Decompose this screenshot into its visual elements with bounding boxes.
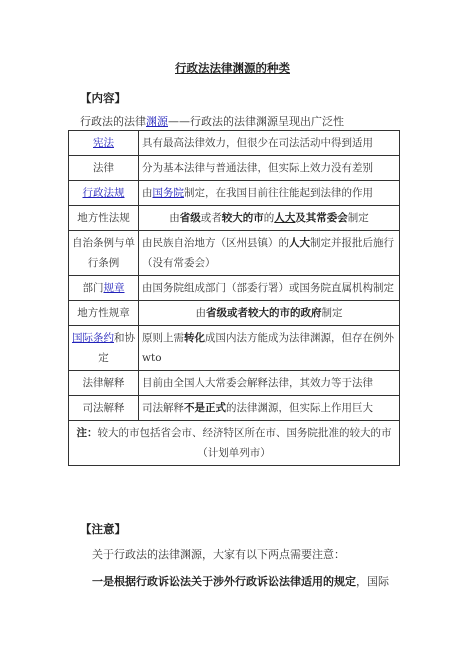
table-row [69, 181, 400, 206]
row-desc [139, 206, 400, 231]
link-guowuyuan[interactable]: 国务院 [152, 187, 184, 199]
row-name [69, 131, 139, 156]
desc-bold: 较大的市 [221, 212, 264, 224]
desc-text: 原则上需 [142, 332, 184, 344]
name-text: 部门 [82, 282, 104, 294]
table-row [69, 396, 400, 421]
desc-text: 司法解释 [142, 402, 184, 414]
table-row [69, 371, 400, 396]
link-xingzhengfagui[interactable]: 行政法规 [82, 187, 125, 199]
table-row [69, 231, 400, 276]
desc-bold: 及其常委会 [295, 212, 348, 224]
link-xianfa[interactable]: 宪法 [93, 137, 114, 149]
row-desc [139, 181, 400, 206]
row-name: 地方性法规 [69, 206, 139, 231]
table-row [69, 301, 400, 326]
desc-text: 由 [142, 187, 153, 199]
table-row [69, 276, 400, 301]
desc-bold: 省级或者较大的市的政府 [206, 307, 322, 319]
desc-text: 或者 [200, 212, 222, 224]
row-desc: 分为基本法律与普通法律，但实际上效力没有差别 [139, 156, 400, 181]
row-name: 司法解释 [69, 396, 139, 421]
table-row [69, 156, 400, 181]
page-title: 行政法法律渊源的种类 [175, 61, 290, 75]
row-name: 地方性规章 [69, 301, 139, 326]
attention-point-1 [92, 573, 389, 589]
table-row [69, 131, 400, 156]
desc-text: 制定并报批后施行（没有常委会） [142, 237, 394, 269]
desc-text: 由 [169, 212, 180, 224]
row-desc [139, 231, 400, 276]
source-table [68, 130, 400, 466]
table-row [69, 206, 400, 231]
desc-text: 由 [195, 307, 206, 319]
row-name: 法律解释 [69, 371, 139, 396]
row-desc [139, 326, 400, 371]
desc-text: 的 [263, 212, 275, 224]
desc-text: 的法律渊源，但实际上作用巨大 [226, 402, 373, 414]
desc-text: 制定 [321, 307, 343, 319]
desc-text: 制定，在我国目前往往能起到法律的作用 [184, 187, 373, 199]
row-desc: 由国务院组成部门（部委行署）或国务院直属机构制定 [139, 276, 400, 301]
intro-paragraph [80, 113, 344, 129]
section-content-heading: 【内容】 [80, 91, 126, 105]
row-name: 法律 [69, 156, 139, 181]
desc-bold: 人大 [289, 237, 310, 249]
row-name: 自治条例与单行条例 [69, 231, 139, 276]
link-guojitiaoyue[interactable]: 国际条约 [72, 332, 114, 344]
desc-text: 成国内法方能成为法律渊源，但存在例外wto [142, 332, 394, 364]
desc-bold: 转化 [184, 332, 205, 344]
row-desc [139, 396, 400, 421]
desc-bold: 不是正式 [184, 402, 226, 414]
table-row [69, 421, 400, 466]
row-desc [139, 301, 400, 326]
note-label: 注： [76, 427, 98, 439]
intro-prefix: 行政法的法律 [80, 115, 146, 128]
point-bold: 一是根据行政诉讼法关于涉外行政诉讼法律适用的规定 [92, 575, 356, 588]
note-text: 较大的市包括省会市、经济特区所在市、国务院批准的较大的市（计划单列市） [97, 427, 392, 459]
row-name [69, 276, 139, 301]
link-guizhang[interactable]: 规章 [103, 282, 125, 294]
row-desc: 目前由全国人大常委会解释法律，其效力等于法律 [139, 371, 400, 396]
attention-intro: 关于行政法的法律渊源，大家有以下两点需要注意： [92, 548, 345, 561]
row-desc: 具有最高法律效力，但很少在司法活动中得到适用 [139, 131, 400, 156]
point-text: ，国际 [356, 575, 389, 588]
desc-text: 由民族自治地方（区州县镇）的 [142, 237, 289, 249]
section-attention-heading: 【注意】 [80, 522, 126, 536]
desc-text: 制定 [347, 212, 369, 224]
row-name [69, 326, 139, 371]
name-text: 和协定 [98, 332, 135, 364]
table-row [69, 326, 400, 371]
intro-suffix: ——行政法的法律渊源呈现出广泛性 [168, 115, 344, 128]
row-name [69, 181, 139, 206]
desc-bold: 省级 [179, 212, 201, 224]
link-renda[interactable]: 人大 [274, 212, 296, 224]
link-yuanyuan[interactable]: 渊源 [146, 115, 168, 128]
table-note [69, 421, 400, 466]
